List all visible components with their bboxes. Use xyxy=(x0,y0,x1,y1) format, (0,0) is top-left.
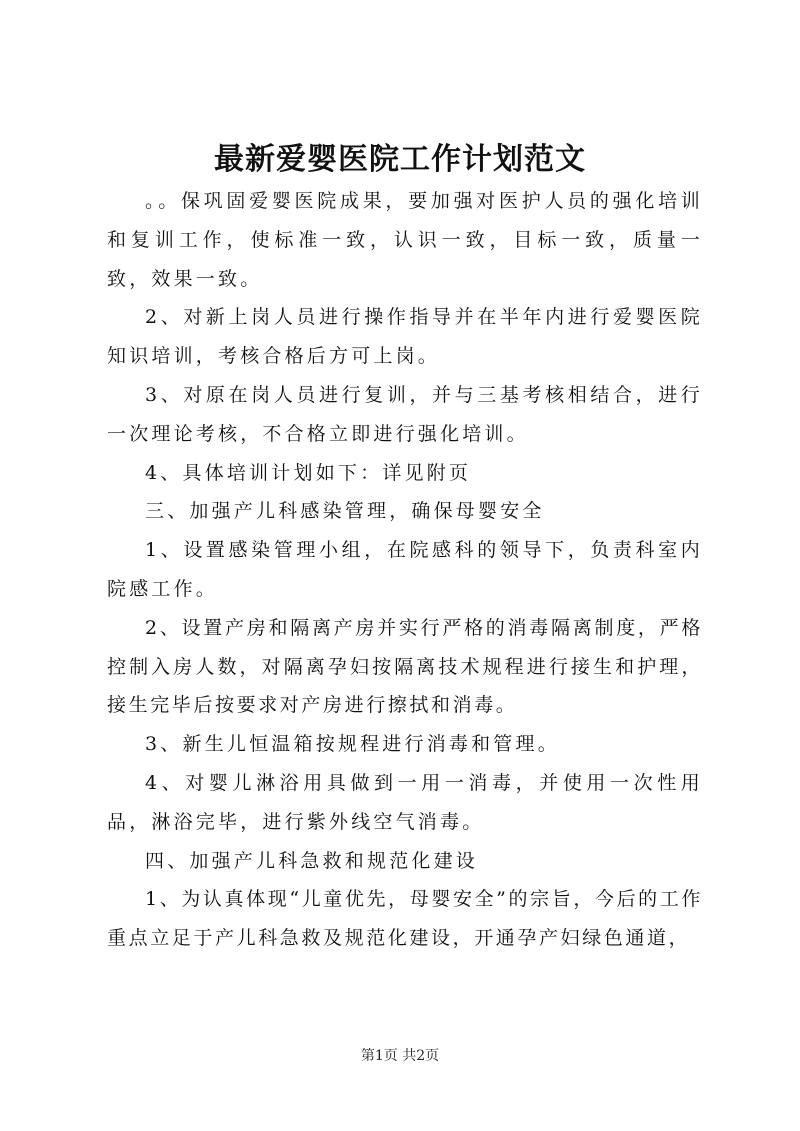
paragraph-retraining: 3、对原在岗人员进行复训，并与三基考核相结合，进行一次理论考核，不合格立即进行强化培训。 xyxy=(107,383,703,445)
paragraph-training-intro: 。。保巩固爱婴医院成果，要加强对医护人员的强化培训和复训工作，使标准一致，认识一致，目标一致，质量一致，效果一致。 xyxy=(107,190,703,290)
document-title: 最新爱婴医院工作计划范文 xyxy=(214,142,586,177)
paragraph-child-priority: 1、为认真体现“儿童优先，母婴安全”的宗旨，今后的工作重点立足于产儿科急救及规范化建设，开通孕产妇绿色通道， xyxy=(107,888,703,950)
section-heading-emergency: 四、加强产儿科急救和规范化建设 xyxy=(145,849,479,872)
section-heading-infection-control: 三、加强产儿科感染管理，确保母婴安全 xyxy=(145,500,545,523)
paragraph-bath-equipment: 4、对婴儿淋浴用具做到一用一消毒，并使用一次性用品，淋浴完毕，进行紫外线空气消毒。 xyxy=(107,771,703,833)
paragraph-incubator: 3、新生儿恒温箱按规程进行消毒和管理。 xyxy=(145,733,560,756)
paragraph-training-plan: 4、具体培训计划如下：详见附页 xyxy=(145,461,472,484)
page-footer: 第1页 共2页 xyxy=(360,1048,440,1064)
paragraph-new-staff-training: 2、对新上岗人员进行操作指导并在半年内进行爱婴医院知识培训，考核合格后方可上岗。 xyxy=(107,306,703,368)
document-body xyxy=(107,182,703,958)
paragraph-infection-team: 1、设置感染管理小组，在院感科的领导下，负责科室内院感工作。 xyxy=(107,539,703,600)
paragraph-isolation-delivery-room: 2、设置产房和隔离产房并实行严格的消毒隔离制度，严格控制入房人数，对隔离孕妇按隔离技术规程进行接生和护理，接生完毕后按要求对产房进行擦拭和消毒。 xyxy=(107,616,703,717)
